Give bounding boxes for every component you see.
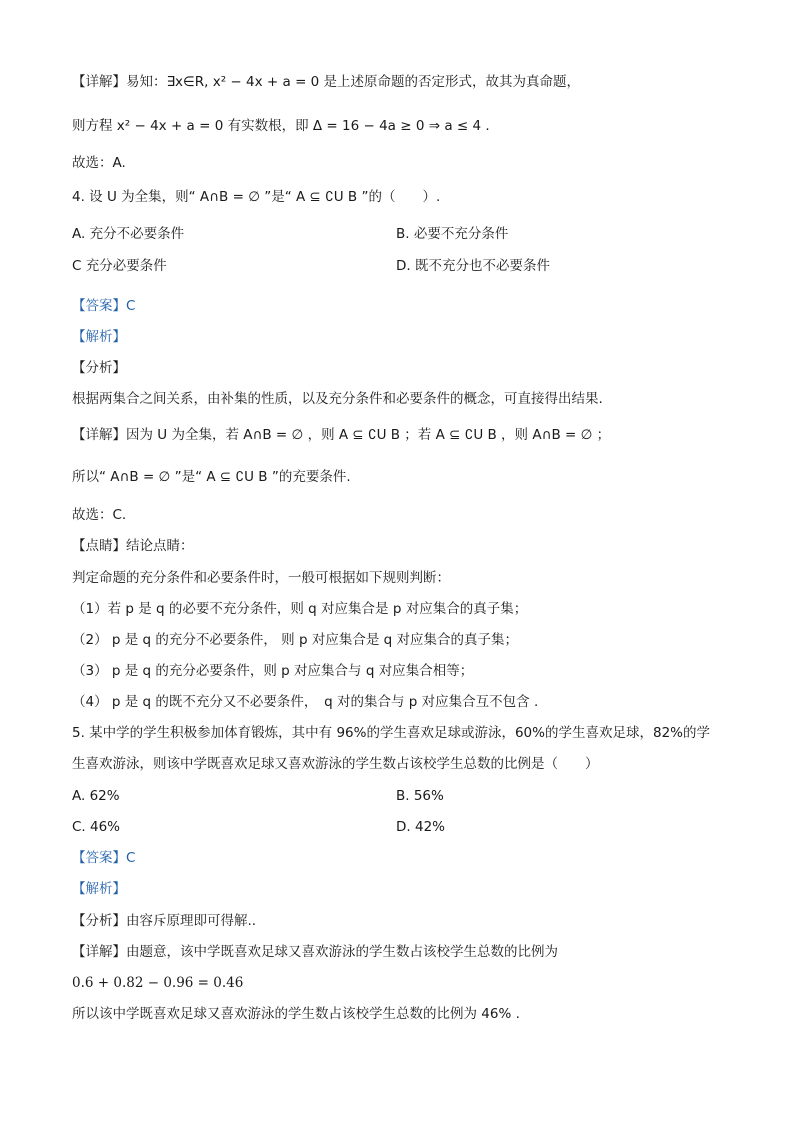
q5-option-c: C. 46%: [72, 819, 121, 835]
text-line: 【详解】因为 U 为全集，若 A∩B = ∅ ，则 A ⊆ ∁U B ；若 A ⊆ ∁U B ，则 A∩B = ∅ ；: [72, 427, 611, 443]
q4-option-b: B. 必要不充分条件: [396, 226, 509, 242]
text-line: 【分析】: [72, 360, 126, 376]
text-line: 则方程 x² − 4x + a = 0 有实数根，即 Δ = 16 − 4a ≥ 0 ⇒ a ≤ 4 .: [72, 118, 490, 134]
text-line: 判定命题的充分条件和必要条件时，一般可根据如下规则判断：: [72, 570, 450, 586]
text-line: 【点睛】结论点睛：: [72, 538, 194, 554]
q4-option-d: D. 既不充分也不必要条件: [396, 258, 550, 274]
text-line: 【分析】由容斥原理即可得解..: [72, 913, 257, 929]
text-line: 故选：A.: [72, 155, 126, 171]
question-5-stem-cont: 生喜欢游泳，则该中学既喜欢足球又喜欢游泳的学生数占该校学生总数的比例是（ ）: [72, 756, 599, 772]
analysis-label: 【解析】: [72, 329, 126, 345]
q5-option-b: B. 56%: [396, 788, 444, 804]
question-4-stem: 4. 设 U 为全集，则“ A∩B = ∅ ”是“ A ⊆ ∁U B ”的（ ）.: [72, 189, 441, 205]
answer-label: 【答案】C: [72, 298, 136, 314]
text-line: 【详解】易知：∃x∈R, x² − 4x + a = 0 是上述原命题的否定形式，故其为真命题，: [72, 74, 581, 90]
text-line: 所以该中学既喜欢足球又喜欢游泳的学生数占该校学生总数的比例为 46% .: [72, 1006, 520, 1022]
rule-item: （3） p 是 q 的充分必要条件，则 p 对应集合与 q 对应集合相等；: [72, 663, 474, 679]
text-line: 所以“ A∩B = ∅ ”是“ A ⊆ ∁U B ”的充要条件.: [72, 469, 351, 485]
rule-item: （1）若 p 是 q 的必要不充分条件，则 q 对应集合是 p 对应集合的真子集；: [72, 601, 528, 617]
text-line: 根据两集合之间关系，由补集的性质，以及充分条件和必要条件的概念，可直接得出结果.: [72, 391, 603, 407]
question-5-stem: 5. 某中学的学生积极参加体育锻炼，其中有 96%的学生喜欢足球或游泳，60%的学生喜欢足球，82%的学: [72, 725, 710, 741]
rule-item: （4） p 是 q 的既不充分又不必要条件， q 对的集合与 p 对应集合互不包含 .: [72, 694, 539, 710]
rule-item: （2） p 是 q 的充分不必要条件， 则 p 对应集合是 q 对应集合的真子集；: [72, 632, 518, 648]
q4-option-a: A. 充分不必要条件: [72, 226, 185, 242]
text-line: 【详解】由题意，该中学既喜欢足球又喜欢游泳的学生数占该校学生总数的比例为: [72, 944, 558, 960]
q5-option-d: D. 42%: [396, 819, 445, 835]
text-line: 故选：C.: [72, 507, 127, 523]
equation-line: 0.6 + 0.82 − 0.96 = 0.46: [72, 975, 244, 991]
analysis-label: 【解析】: [72, 881, 126, 897]
q4-option-c: C 充分必要条件: [72, 258, 167, 274]
answer-label: 【答案】C: [72, 850, 136, 866]
q5-option-a: A. 62%: [72, 788, 120, 804]
